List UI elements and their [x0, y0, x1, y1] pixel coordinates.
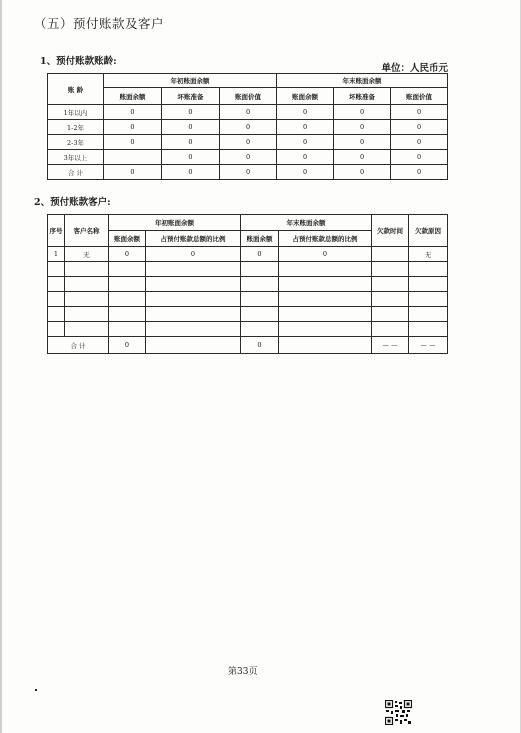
cell: — — — [372, 337, 409, 354]
cell: 0 — [104, 120, 162, 135]
cell: 0 — [162, 135, 220, 150]
cell: — — — [409, 337, 448, 354]
cell: 0 — [162, 150, 220, 165]
cell: 0 — [277, 165, 334, 180]
col-header: 账面余额 — [104, 88, 162, 105]
cell: 0 — [109, 337, 146, 354]
reason-header: 欠款原因 — [409, 215, 448, 247]
page-number: 第33页 — [228, 667, 258, 677]
table-row — [48, 105, 448, 120]
table-row — [48, 120, 448, 135]
cell: 0 — [279, 247, 372, 262]
table-row — [48, 135, 448, 150]
cell: 0 — [334, 120, 391, 135]
cell: 0 — [104, 135, 162, 150]
total-row — [48, 165, 448, 180]
empty-row — [48, 322, 448, 337]
empty-row — [48, 307, 448, 322]
row-label: 1-2年 — [48, 120, 104, 135]
empty-row — [48, 262, 448, 277]
end-balance-header: 账面余额 — [241, 231, 279, 247]
begin-ratio-header: 占预付账款总额的比例 — [146, 231, 241, 247]
cell: 0 — [220, 120, 277, 135]
cell: 0 — [277, 150, 334, 165]
col-header: 账面价值 — [220, 88, 277, 105]
scan-speck — [35, 689, 37, 691]
cell: 0 — [391, 150, 448, 165]
total-label: 合 计 — [48, 337, 109, 354]
table-row — [48, 150, 448, 165]
cell: 0 — [334, 135, 391, 150]
cell: 0 — [277, 105, 334, 120]
aging-subheader-row — [48, 88, 448, 105]
cell: 0 — [162, 120, 220, 135]
page-edge-left — [0, 0, 2, 733]
customer-header-row — [48, 215, 448, 231]
cell: 0 — [220, 135, 277, 150]
end-ratio-header: 占预付账款总额的比例 — [279, 231, 372, 247]
cell: 0 — [241, 247, 279, 262]
col-header: 账面价值 — [391, 88, 448, 105]
cell: 0 — [391, 135, 448, 150]
cell — [104, 150, 162, 165]
seq-cell: 1 — [48, 247, 65, 262]
cell: 无 — [409, 247, 448, 262]
unit-label: 单位：人民币元 — [381, 63, 448, 74]
row-label: 合 计 — [48, 165, 104, 180]
empty-row — [48, 292, 448, 307]
cell: 0 — [220, 105, 277, 120]
aging-row-header: 账 龄 — [48, 74, 104, 105]
name-header: 客户名称 — [65, 215, 109, 247]
cell: 0 — [104, 105, 162, 120]
cell: 0 — [104, 165, 162, 180]
cell: 0 — [391, 120, 448, 135]
cell: 0 — [162, 165, 220, 180]
cell: 0 — [162, 105, 220, 120]
cell: 0 — [109, 247, 146, 262]
aging-begin-group: 年初账面余额 — [104, 74, 277, 88]
total-row — [48, 337, 448, 354]
aging-end-group: 年末账面余额 — [277, 74, 448, 88]
aging-title: 1、预付账款账龄: — [40, 56, 117, 67]
customer-table — [47, 214, 448, 354]
cell: 0 — [220, 150, 277, 165]
cell: 0 — [334, 105, 391, 120]
cell: 0 — [220, 165, 277, 180]
name-cell: 无 — [65, 247, 109, 262]
col-header: 账面余额 — [277, 88, 334, 105]
cell: 0 — [334, 165, 391, 180]
time-header: 欠款时间 — [372, 215, 409, 247]
cell: 0 — [391, 105, 448, 120]
table-row — [48, 247, 448, 262]
col-header: 坏账准备 — [162, 88, 220, 105]
cell: 0 — [277, 135, 334, 150]
cell: 0 — [277, 120, 334, 135]
aging-header-row — [48, 74, 448, 88]
end-group-header: 年末账面余额 — [241, 215, 372, 231]
begin-balance-header: 账面余额 — [109, 231, 146, 247]
section-title: （五）预付账款及客户 — [34, 16, 165, 31]
cell: 0 — [241, 337, 279, 354]
cell: 0 — [391, 165, 448, 180]
empty-row — [48, 277, 448, 292]
col-header: 坏账准备 — [334, 88, 391, 105]
row-label: 2-3年 — [48, 135, 104, 150]
cell — [279, 337, 372, 354]
seq-header: 序号 — [48, 215, 65, 247]
row-label: 3年以上 — [48, 150, 104, 165]
qr-code-icon — [385, 700, 412, 725]
cell — [146, 337, 241, 354]
cell — [372, 247, 409, 262]
cell: 0 — [334, 150, 391, 165]
customers-title: 2、预付账款客户: — [34, 197, 111, 208]
aging-table — [47, 73, 448, 180]
cell: 0 — [146, 247, 241, 262]
begin-group-header: 年初账面余额 — [109, 215, 241, 231]
row-label: 1年以内 — [48, 105, 104, 120]
